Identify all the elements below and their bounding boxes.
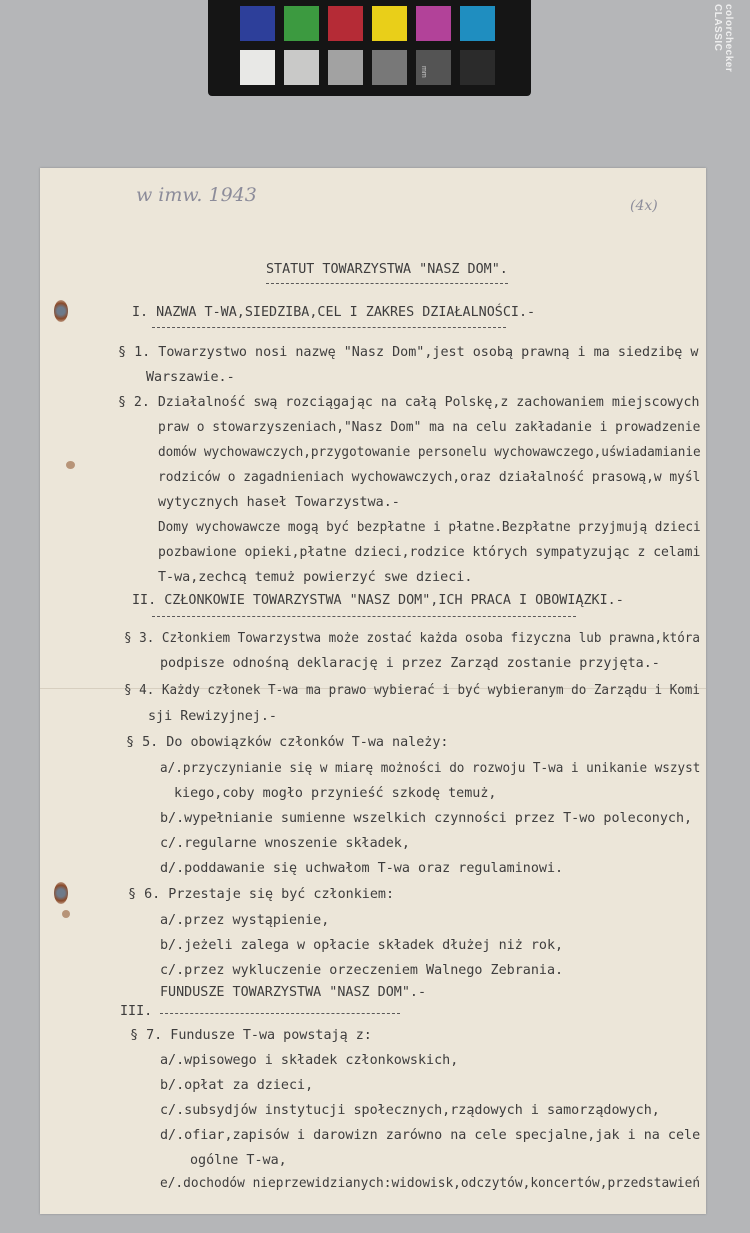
text-line: § 5. Do obowiązków członków T-wa należy:: [126, 735, 449, 750]
text-line: a/.przez wystąpienie,: [160, 913, 330, 928]
text-line: § 7. Fundusze T-wa powstają z:: [130, 1028, 372, 1043]
document-page: [40, 168, 706, 1214]
color-swatch: [372, 50, 407, 85]
text-line: § 4. Każdy członek T-wa ma prawo wybierać i być wybieranym do Zarządu i Komi: [124, 683, 700, 698]
text-line: § 2. Działalność swą rozciągając na całą Polskę,z zachowaniem miejscowych: [118, 395, 700, 410]
punch-hole-top: [54, 300, 68, 322]
color-checker-card: [208, 0, 734, 96]
title-underline: [266, 283, 508, 284]
text-line: Warszawie.-: [146, 370, 235, 385]
color-swatch: [328, 6, 363, 41]
stain-mark: [62, 910, 70, 918]
text-line: c/.przez wykluczenie orzeczeniem Walnego Zebrania.: [160, 963, 564, 978]
color-swatch: [240, 6, 275, 41]
color-swatch: [284, 6, 319, 41]
stain-mark: [66, 461, 75, 469]
text-line: b/.jeżeli zalega w opłacie składek dłużej niż rok,: [160, 938, 564, 953]
section-number: III.: [120, 1004, 153, 1019]
color-swatch: [460, 6, 495, 41]
color-swatch: [460, 50, 495, 85]
section-underline: [152, 327, 506, 328]
pencil-note: w imw. 1943: [136, 184, 257, 206]
color-swatch: [328, 50, 363, 85]
text-line: rodziców o zagadnieniach wychowawczych,oraz działalność prasową,w myśl: [158, 470, 701, 485]
text-line: e/.dochodów nieprzewidzianych:widowisk,odczytów,koncertów,przedstawień: [160, 1176, 701, 1191]
checker-brand-label: colorchecker CLASSIC: [712, 4, 734, 73]
text-line: c/.regularne wnoszenie składek,: [160, 836, 410, 851]
punch-hole-bottom: [54, 882, 68, 904]
text-line: § 1. Towarzystwo nosi nazwę "Nasz Dom",jest osobą prawną i ma siedzibę w: [118, 345, 699, 360]
text-line: podpisze odnośną deklarację i przez Zarząd zostanie przyjęta.-: [160, 656, 660, 671]
text-line: domów wychowawczych,przygotowanie personelu wychowawczego,uświadamianie: [158, 445, 701, 460]
text-line: d/.ofiar,zapisów i darowizn zarówno na cele specjalne,jak i na cele: [160, 1128, 701, 1143]
text-line: d/.poddawanie się uchwałom T-wa oraz regulaminowi.: [160, 861, 564, 876]
checker-scale-label: mm: [420, 66, 427, 78]
text-line: § 6. Przestaje się być członkiem:: [128, 887, 395, 902]
text-line: a/.przyczynianie się w miarę możności do rozwoju T-wa i unikanie wszyst: [160, 761, 701, 776]
text-line: praw o stowarzyszeniach,"Nasz Dom" ma na celu zakładanie i prowadzenie: [158, 420, 701, 435]
section-underline: [160, 1013, 400, 1014]
section-heading: I. NAZWA T-WA,SIEDZIBA,CEL I ZAKRES DZIAŁALNOŚCI.-: [132, 305, 536, 320]
color-swatch: [284, 50, 319, 85]
text-line: Domy wychowawcze mogą być bezpłatne i płatne.Bezpłatne przyjmują dzieci: [158, 520, 701, 535]
color-swatch: [416, 6, 451, 41]
text-line: wytycznych haseł Towarzystwa.-: [158, 495, 400, 510]
text-line: a/.wpisowego i składek członkowskich,: [160, 1053, 459, 1068]
text-line: § 3. Członkiem Towarzystwa może zostać każda osoba fizyczna lub prawna,która: [124, 631, 700, 646]
text-line: sji Rewizyjnej.-: [148, 709, 277, 724]
corner-mark: (4x): [630, 198, 658, 214]
text-line: ogólne T-wa,: [190, 1153, 287, 1168]
text-line: b/.wypełnianie sumienne wszelkich czynności przez T-wo poleconych,: [160, 811, 693, 826]
section-heading: II. CZŁONKOWIE TOWARZYSTWA "NASZ DOM",ICH PRACA I OBOWIĄZKI.-: [132, 593, 624, 608]
text-line: c/.subsydjów instytucji społecznych,rządowych i samorządowych,: [160, 1103, 660, 1118]
section-heading: FUNDUSZE TOWARZYSTWA "NASZ DOM".-: [160, 985, 427, 1000]
text-line: T-wa,zechcą temuż powierzyć swe dzieci.: [158, 570, 473, 585]
text-line: kiego,coby mogło przynieść szkodę temuż,: [174, 786, 497, 801]
document-title: STATUT TOWARZYSTWA "NASZ DOM".: [266, 262, 508, 277]
text-line: b/.opłat za dzieci,: [160, 1078, 314, 1093]
section-underline: [152, 616, 576, 617]
color-swatch: [372, 6, 407, 41]
text-line: pozbawione opieki,płatne dzieci,rodzice których sympatyzując z celami: [158, 545, 701, 560]
color-swatch: [240, 50, 275, 85]
